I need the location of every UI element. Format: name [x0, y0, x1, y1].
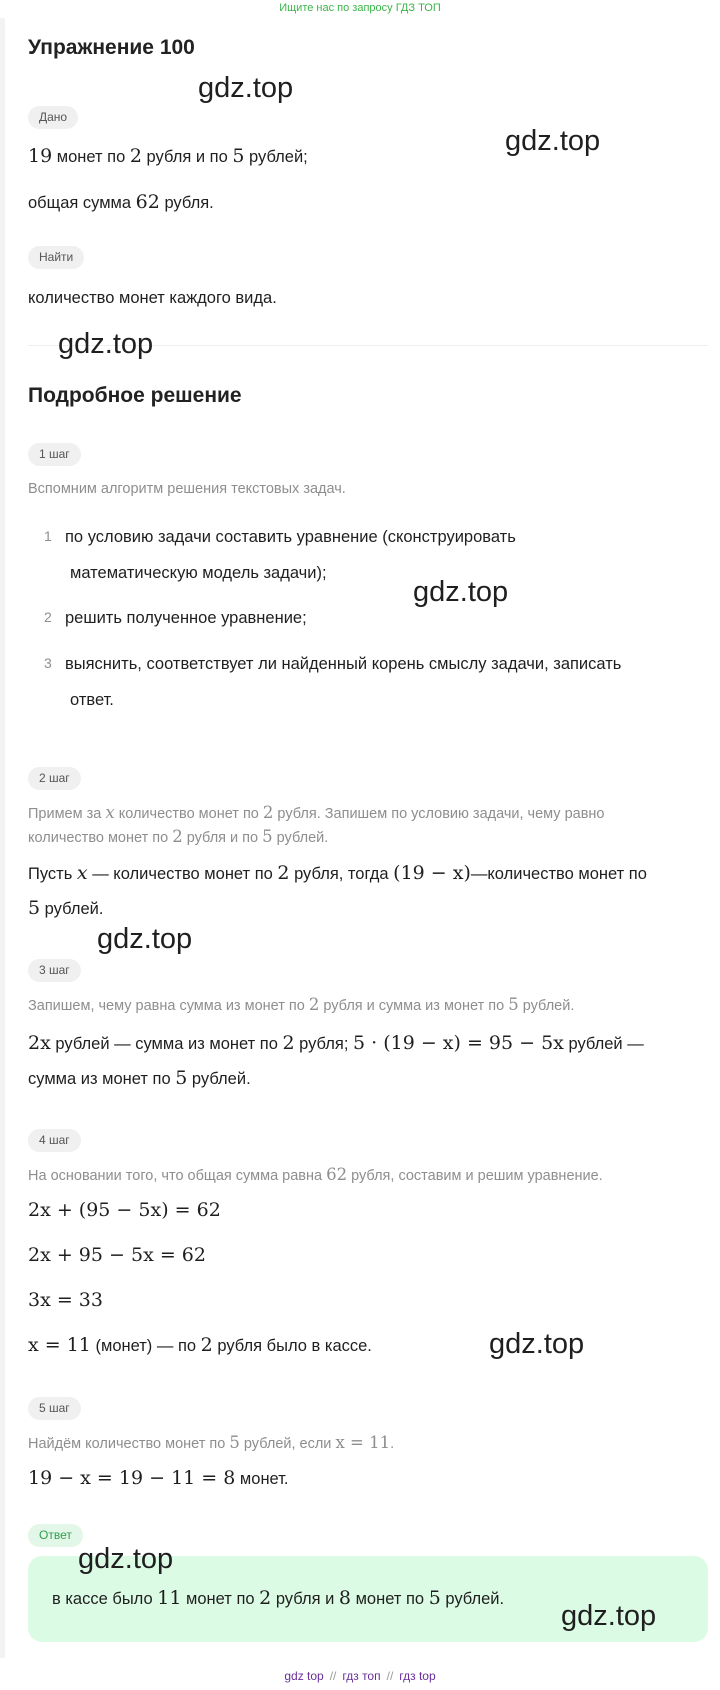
answer-badge: Ответ — [28, 1524, 83, 1547]
given-line-1: 19 монет по 2 рубля и по 5 рублей; — [28, 145, 308, 167]
footer-link[interactable]: гдз топ — [342, 1669, 381, 1683]
page-title: Упражнение 100 — [28, 36, 195, 59]
step-4-badge: 4 шаг — [28, 1129, 81, 1152]
step-5-result: 19 − x = 19 − 11 = 8 монет. — [28, 1467, 289, 1489]
step-2-line-2: 5 рублей. — [28, 897, 104, 919]
list-number: 3 — [44, 655, 52, 671]
step-1-hint: Вспомним алгоритм решения текстовых задач. — [28, 481, 346, 497]
watermark: gdz.top — [505, 125, 601, 157]
list-item-3-line-2: ответ. — [70, 691, 114, 709]
watermark: gdz.top — [198, 72, 294, 104]
equation-1: 2x + (95 − 5x) = 62 — [28, 1199, 221, 1221]
step-4-hint: На основании того, что общая сумма равна 62 рубля, составим и решим уравнение. — [28, 1165, 603, 1184]
find-text: количество монет каждого вида. — [28, 289, 277, 307]
given-line-2: общая сумма 62 рубля. — [28, 191, 214, 213]
list-item-2: решить полученное уравнение; — [65, 609, 307, 627]
watermark: gdz.top — [489, 1328, 585, 1360]
list-item-1-line-2: математическую модель задачи); — [70, 564, 327, 582]
list-number: 1 — [44, 528, 52, 544]
watermark: gdz.top — [561, 1600, 657, 1632]
find-badge: Найти — [28, 246, 84, 269]
equation-3: 3x = 33 — [28, 1289, 103, 1311]
given-badge: Дано — [28, 106, 78, 129]
watermark: gdz.top — [78, 1543, 174, 1575]
solution-title: Подробное решение — [28, 384, 242, 407]
step-3-line-1: 2x рублей — сумма из монет по 2 рубля; 5 · (19 − x) = 95 − 5x рублей — — [28, 1032, 644, 1054]
step-5-badge: 5 шаг — [28, 1397, 81, 1420]
watermark: gdz.top — [97, 923, 193, 955]
watermark: gdz.top — [58, 328, 154, 360]
step-2-hint-line-2: количество монет по 2 рубля и по 5 рублей. — [28, 827, 329, 846]
answer-text: в кассе было 11 монет по 2 рубля и 8 монет по 5 рублей. — [52, 1587, 505, 1609]
step-2-hint-line-1: Примем за x количество монет по 2 рубля. Запишем по условию задачи, чему равно — [28, 803, 605, 822]
watermark: gdz.top — [413, 576, 509, 608]
search-banner: Ищите нас по запросу ГДЗ ТОП — [279, 2, 441, 14]
step-1-badge: 1 шаг — [28, 443, 81, 466]
step-3-hint: Запишем, чему равна сумма из монет по 2 рубля и сумма из монет по 5 рублей. — [28, 995, 575, 1014]
footer-link[interactable]: gdz top — [284, 1669, 324, 1683]
list-item-3-line-1: выяснить, соответствует ли найденный корень смыслу задачи, записать — [65, 655, 622, 673]
step-4-result: x = 11 (монет) — по 2 рубля было в кассе. — [28, 1334, 372, 1356]
step-5-hint: Найдём количество монет по 5 рублей, если x = 11. — [28, 1433, 395, 1452]
footer-link[interactable]: гдз top — [399, 1669, 436, 1683]
equation-2: 2x + 95 − 5x = 62 — [28, 1244, 206, 1266]
step-2-badge: 2 шаг — [28, 767, 81, 790]
step-3-line-2: сумма из монет по 5 рублей. — [28, 1067, 251, 1089]
footer-links: gdz top // гдз топ // гдз top — [284, 1669, 436, 1683]
left-border — [0, 18, 5, 1658]
step-2-line-1: Пусть x — количество монет по 2 рубля, тогда (19 − x)—количество монет по — [28, 862, 647, 884]
list-item-1-line-1: по условию задачи составить уравнение (сконструировать — [65, 528, 516, 546]
list-number: 2 — [44, 609, 52, 625]
step-3-badge: 3 шаг — [28, 959, 81, 982]
